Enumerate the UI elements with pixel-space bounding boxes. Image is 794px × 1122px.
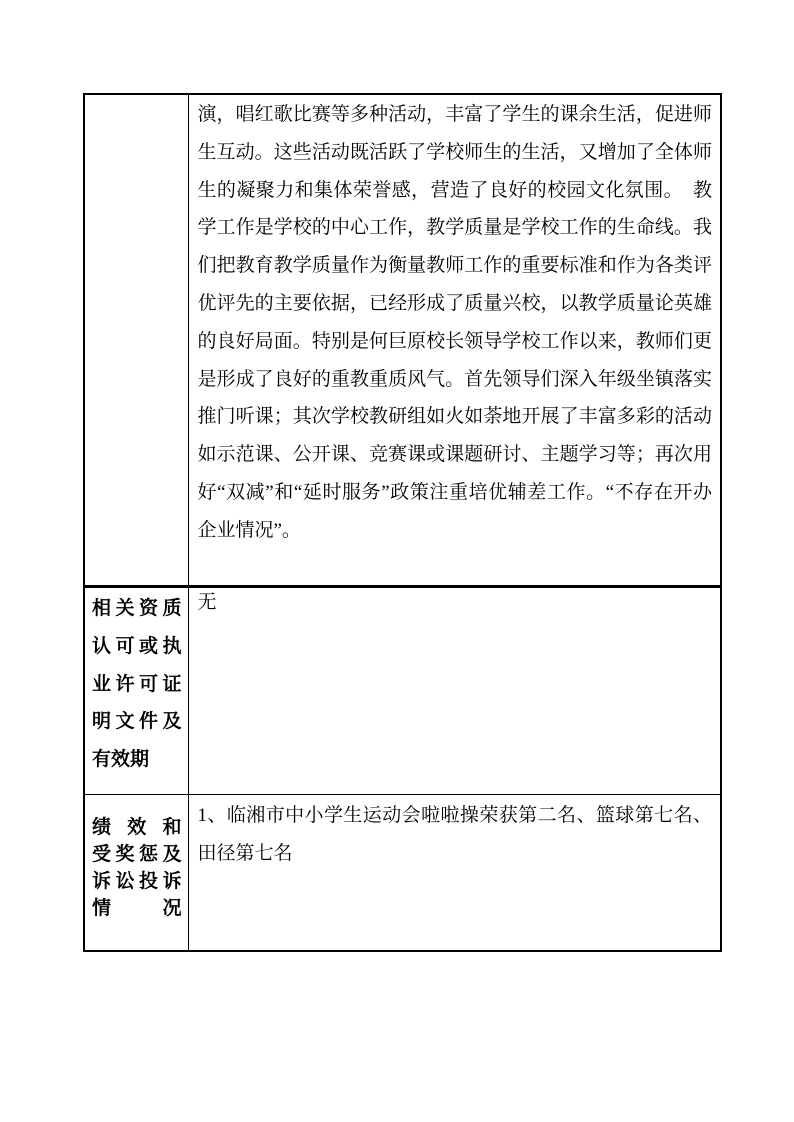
header-line: 绩效和 [92,817,182,838]
work-summary-content-cell [188,94,721,587]
performance-header-label [85,795,188,922]
header-line: 情况 [92,898,182,919]
qualification-header-cell [84,587,188,795]
row-performance-awards [84,795,721,952]
qualification-content-text: 无 [197,592,217,613]
header-line: 业许可证 [92,673,182,695]
performance-header-cell [84,795,188,952]
performance-content-cell [188,795,721,952]
performance-content-text: 1、临湘市中小学生运动会啦啦操荣获第二名、篮球第七名、田径第七名 [197,805,712,864]
qualification-content-cell [188,587,721,795]
row-work-summary [84,94,721,587]
header-line: 明文件及 [92,711,182,733]
qualification-header-label [85,588,188,779]
work-summary-header-cell-empty [84,94,188,587]
header-line: 有效期 [92,749,150,771]
report-table [83,93,722,952]
header-line: 受奖惩及 [92,844,182,865]
work-summary-paragraph: 演，唱红歌比赛等多种活动，丰富了学生的课余生活，促进师生互动。这些活动既活跃了学校师生的生活，又增加了全体师生的凝聚力和集体荣誉感，营造了良好的校园文化氛围。 教学工作是学校的中心工作，教学质量是学校工作的生命线。我们把教育教学质量作为衡量教师工作的重要标准和作为各类评优评先的主要依据，已经形成了质量兴校，以教学质量论英雄的良好局面。特别是何巨原校长领导学校工作以来，教师们更是形成了良好的重教重质风气。首先领导们深入年级坐镇落实推门听课；其次学校教研组如火如荼地开展了丰富多彩的活动如示范课、公开课、竞赛课或课题研讨、主题学习等；再次用好“双减”和“延时服务”政策注重培优辅差工作。“不存在开办企业情况”。 [197,104,712,541]
header-line: 认可或执 [92,635,182,657]
header-line: 相关资质 [92,598,182,619]
header-line: 诉讼投诉 [92,871,182,892]
row-qualification-certificates [84,587,721,795]
